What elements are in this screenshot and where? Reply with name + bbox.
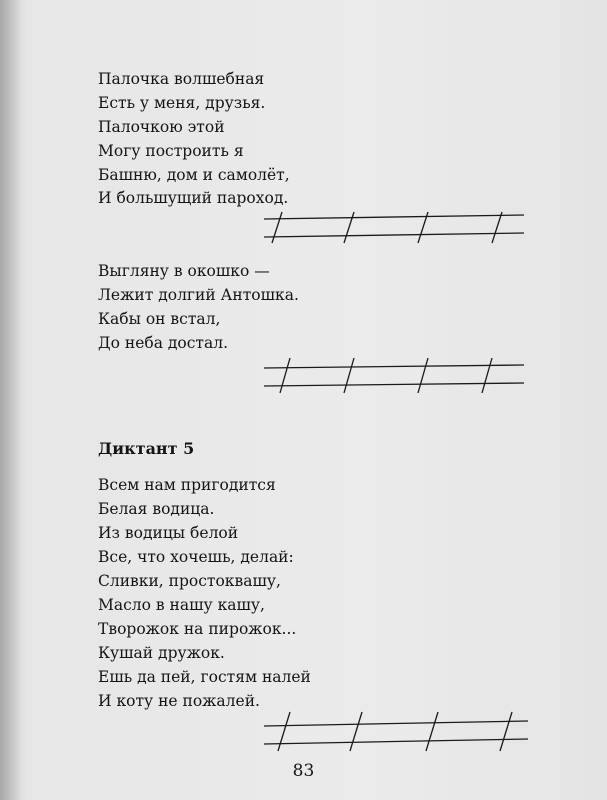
- dictation-line-4: Все, что хочешь, делай:: [98, 548, 294, 566]
- dictation-line-6: Масло в нашу кашу,: [98, 596, 265, 614]
- spine-shadow: [0, 0, 22, 800]
- poem1-line-6: И большущий пароход.: [98, 189, 289, 207]
- writing-ruling-2: [262, 358, 527, 394]
- writing-ruling-3: [262, 712, 532, 752]
- poem1-line-1: Палочка волшебная: [98, 70, 265, 88]
- dictation-line-7: Творожок на пирожок...: [98, 620, 297, 638]
- poem1-line-4: Могу построить я: [98, 142, 244, 160]
- poem1-line-2: Есть у меня, друзья.: [98, 94, 266, 112]
- poem1-line-3: Палочкою этой: [98, 118, 225, 136]
- dictation-line-10: И коту не пожалей.: [98, 692, 260, 710]
- poem2-line-2: Лежит долгий Антошка.: [98, 286, 299, 304]
- page-number: 83: [292, 761, 315, 781]
- dictation-line-3: Из водицы белой: [98, 524, 239, 542]
- poem2-line-1: Выгляну в окошко —: [98, 262, 270, 280]
- dictation-line-1: Всем нам пригодится: [98, 476, 276, 494]
- poem1-line-5: Башню, дом и самолёт,: [98, 166, 290, 184]
- dictation-heading: Диктант 5: [98, 439, 195, 458]
- poem2-line-4: До неба достал.: [98, 334, 229, 352]
- poem2-line-3: Кабы он встал,: [98, 310, 221, 328]
- dictation-line-8: Кушай дружок.: [98, 644, 225, 662]
- dictation-line-9: Ешь да пей, гостям налей: [98, 668, 311, 686]
- dictation-line-5: Сливки, простоквашу,: [98, 572, 281, 590]
- writing-ruling-1: [262, 212, 527, 244]
- dictation-line-2: Белая водица.: [98, 500, 215, 518]
